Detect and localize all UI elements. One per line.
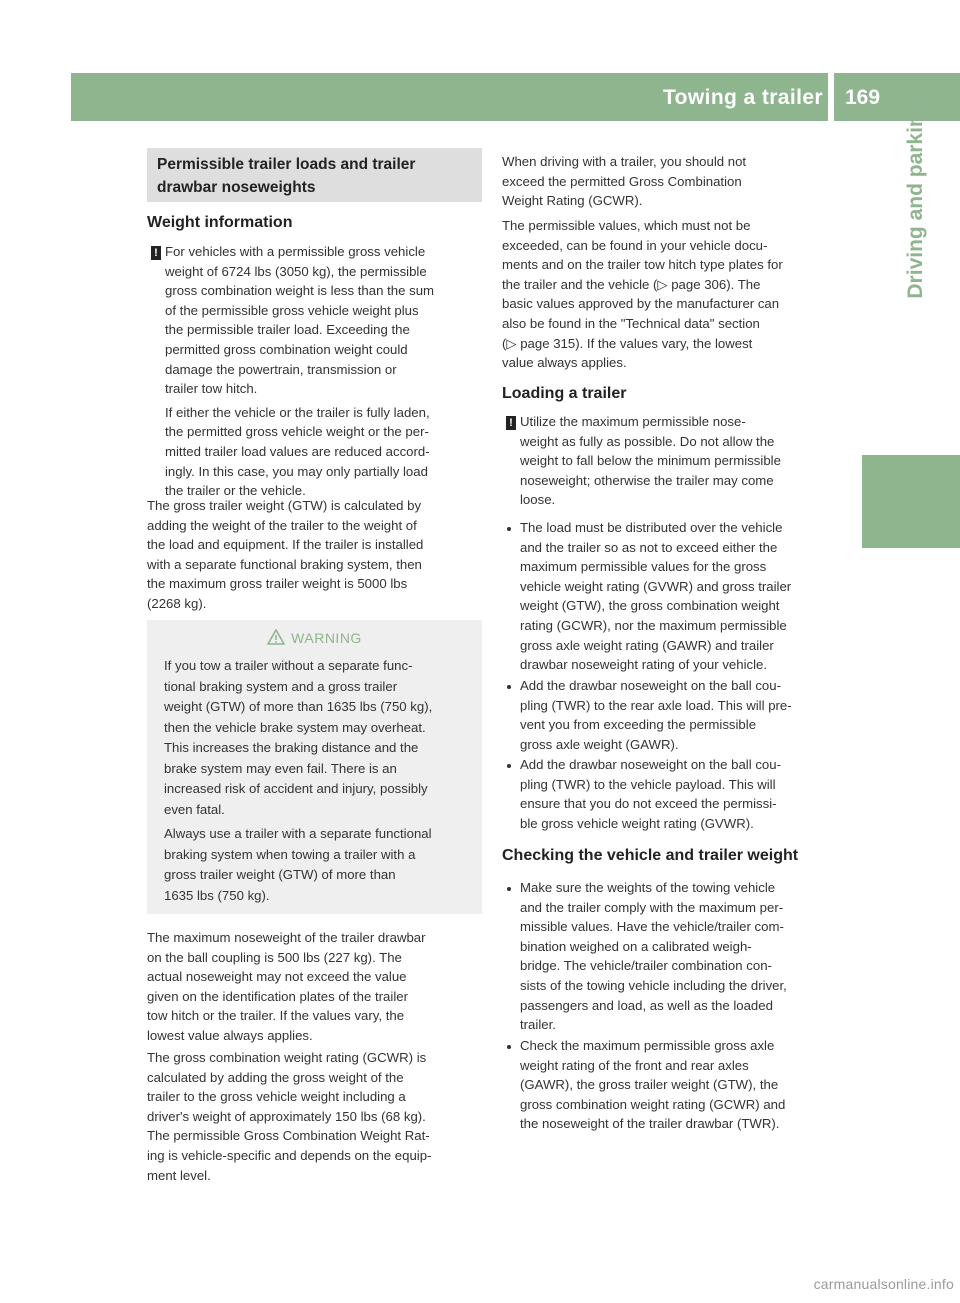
text-line: passengers and load, as well as the loaded bbox=[520, 997, 773, 1013]
text-line: The load must be distributed over the vehicle bbox=[520, 520, 783, 535]
text-line: on the ball coupling is 500 lbs (227 kg). The bbox=[147, 949, 402, 965]
text-line: Make sure the weights of the towing vehicle bbox=[520, 880, 776, 895]
text-line: When driving with a trailer, you should not bbox=[502, 154, 747, 169]
chapter-title: Towing a trailer bbox=[662, 86, 823, 109]
text-line: missible values. Have the vehicle/trailer com- bbox=[520, 919, 784, 935]
text-line: Weight Rating (GCWR). bbox=[502, 193, 643, 209]
text-line: the trailer or the vehicle. bbox=[165, 483, 306, 499]
note-exclamation-icon: ! bbox=[506, 416, 516, 430]
text-line: ment level. bbox=[147, 1167, 211, 1183]
section-title: Permissible trailer loads and trailer drawbar noseweights bbox=[157, 156, 416, 196]
text-line: Add the drawbar noseweight on the ball cou- bbox=[520, 757, 781, 772]
text-line: the permitted gross vehicle weight or the per- bbox=[165, 424, 429, 440]
text-line: vent you from exceeding the permissible bbox=[520, 717, 757, 733]
text-line: then the vehicle brake system may overheat. bbox=[164, 719, 426, 735]
text-line: tow hitch or the trailer. If the values vary, the bbox=[147, 1008, 405, 1024]
bullet-dot bbox=[507, 764, 511, 768]
side-section-label: Driving and parking bbox=[904, 101, 927, 299]
warning-label: WARNING bbox=[291, 630, 362, 646]
text-line: ble gross vehicle weight rating (GVWR). bbox=[520, 815, 754, 831]
text-line: maximum permissible values for the gross bbox=[520, 559, 767, 575]
loading-note bbox=[520, 412, 838, 510]
text-line: 1635 lbs (750 kg). bbox=[164, 887, 270, 903]
warning-text bbox=[164, 656, 479, 906]
text-line: rating (GCWR), nor the maximum permissible bbox=[520, 617, 787, 633]
text-line: weight rating of the front and rear axles bbox=[520, 1057, 749, 1073]
text-line: Utilize the maximum permissible nose- bbox=[520, 414, 746, 429]
text-line: brake system may even fail. There is an bbox=[164, 760, 397, 776]
text-line: pling (TWR) to the vehicle payload. This will bbox=[520, 776, 776, 792]
text-line: gross combination weight is less than the sum bbox=[165, 283, 435, 299]
text-line: of the permissible gross vehicle weight plus bbox=[165, 302, 419, 318]
text-line: The maximum noseweight of the trailer drawbar bbox=[147, 930, 426, 945]
loading-bullet-item bbox=[520, 676, 838, 754]
page-number: 169 bbox=[844, 86, 881, 109]
text-line: the maximum gross trailer weight is 5000 lbs bbox=[147, 576, 408, 592]
text-line: adding the weight of the trailer to the weight of bbox=[147, 517, 417, 533]
loading-bullet-item bbox=[520, 518, 838, 675]
text-line: basic values approved by the manufacturer can bbox=[502, 296, 780, 312]
text-line: This increases the braking distance and the bbox=[164, 740, 419, 755]
text-line: The gross trailer weight (GTW) is calculated by bbox=[147, 498, 422, 513]
text-line: weight of 6724 lbs (3050 kg), the permissible bbox=[165, 263, 427, 279]
text-line: ments and on the trailer tow hitch type plates for bbox=[502, 257, 783, 273]
text-line: weight as fully as possible. Do not allow the bbox=[520, 433, 775, 449]
text-line: with a separate functional braking system, then bbox=[147, 556, 422, 572]
text-line: Add the drawbar noseweight on the ball cou- bbox=[520, 678, 781, 693]
gcwr-intro-paragraph bbox=[502, 152, 837, 211]
checking-heading: Checking the vehicle and trailer weight bbox=[502, 847, 799, 864]
text-line: trailer tow hitch. bbox=[165, 381, 258, 397]
text-line: The permissible Gross Combination Weight Rat- bbox=[147, 1128, 430, 1144]
text-line: ingly. In this case, you may only partially load bbox=[165, 463, 428, 479]
text-line: (▷ page 315). If the values vary, the lowest bbox=[502, 335, 753, 351]
text-line: The permissible values, which must not be bbox=[502, 218, 751, 233]
permissible-values-paragraph bbox=[502, 216, 837, 373]
text-line: If either the vehicle or the trailer is fully laden, bbox=[165, 404, 430, 420]
text-line: gross combination weight rating (GCWR) and bbox=[520, 1096, 786, 1112]
text-line: gross axle weight (GAWR). bbox=[520, 736, 679, 752]
text-line: loose. bbox=[520, 492, 556, 508]
text-line: pling (TWR) to the rear axle load. This will pre- bbox=[520, 697, 792, 713]
text-line: the noseweight of the trailer drawbar (TWR). bbox=[520, 1116, 780, 1132]
text-line: weight to fall below the minimum permissible bbox=[520, 453, 781, 469]
warning-triangle-icon bbox=[267, 629, 285, 645]
text-line: damage the powertrain, transmission or bbox=[165, 361, 397, 377]
checking-bullet-item bbox=[520, 878, 838, 1035]
text-line: mitted trailer load values are reduced accord- bbox=[165, 443, 430, 459]
text-line: For vehicles with a permissible gross vehicle bbox=[165, 244, 426, 259]
text-line: drawbar noseweight rating of your vehicle. bbox=[520, 657, 768, 673]
text-line: trailer to the gross vehicle weight including a bbox=[147, 1089, 406, 1105]
text-line: bination weighed on a calibrated weigh- bbox=[520, 938, 752, 954]
text-line: given on the identification plates of the trailer bbox=[147, 988, 408, 1004]
text-line: braking system when towing a trailer with a bbox=[164, 846, 416, 862]
text-line: bridge. The vehicle/trailer combination con- bbox=[520, 958, 772, 974]
text-line: even fatal. bbox=[164, 801, 225, 817]
text-line: the permissible trailer load. Exceeding the bbox=[165, 322, 410, 338]
text-line: gross axle weight rating (GAWR) and trailer bbox=[520, 637, 774, 653]
text-line: calculated by adding the gross weight of the bbox=[147, 1069, 404, 1085]
text-line: gross trailer weight (GTW) of more than bbox=[164, 867, 396, 882]
text-line: Always use a trailer with a separate functional bbox=[164, 826, 432, 841]
bullet-dot bbox=[507, 685, 511, 689]
text-line: The gross combination weight rating (GCWR) is bbox=[147, 1050, 427, 1065]
text-line: actual noseweight may not exceed the value bbox=[147, 969, 407, 985]
weight-info-heading: Weight information bbox=[147, 214, 293, 231]
text-line: exceed the permitted Gross Combination bbox=[502, 173, 742, 189]
text-line: also be found in the "Technical data" section bbox=[502, 315, 760, 331]
text-line: driver's weight of approximately 150 lbs (68 kg). bbox=[147, 1108, 426, 1124]
loading-bullet-item bbox=[520, 755, 838, 833]
footer-watermark: carmanualsonline.info bbox=[813, 1276, 954, 1292]
text-line: increased risk of accident and injury, possibly bbox=[164, 781, 428, 796]
warning-heading bbox=[147, 628, 482, 648]
text-line: If you tow a trailer without a separate func- bbox=[164, 658, 413, 673]
text-line: lowest value always applies. bbox=[147, 1027, 313, 1043]
bullet-dot bbox=[507, 887, 511, 891]
note-exclamation-icon: ! bbox=[151, 246, 161, 260]
text-line: weight (GTW) of more than 1635 lbs (750 kg), bbox=[164, 699, 433, 714]
gcwr-paragraph bbox=[147, 1048, 485, 1185]
bullet-dot bbox=[507, 527, 511, 531]
text-line: exceeded, can be found in your vehicle docu- bbox=[502, 237, 768, 253]
warning-box bbox=[147, 620, 482, 914]
text-line: sists of the towing vehicle including the driver, bbox=[520, 977, 787, 993]
text-line: trailer. bbox=[520, 1017, 556, 1033]
text-line: tional braking system and a gross trailer bbox=[164, 678, 398, 694]
noseweight-paragraph bbox=[147, 928, 485, 1046]
text-line: permitted gross combination weight could bbox=[165, 341, 408, 357]
text-line: (GAWR), the gross trailer weight (GTW), the bbox=[520, 1077, 779, 1093]
note-weight-limits bbox=[165, 242, 485, 501]
text-line: the trailer and the vehicle (▷ page 306). The bbox=[502, 276, 761, 292]
text-line: the load and equipment. If the trailer is installed bbox=[147, 537, 424, 553]
bullet-dot bbox=[507, 1045, 511, 1049]
text-line: noseweight; otherwise the trailer may come bbox=[520, 472, 774, 488]
loading-heading: Loading a trailer bbox=[502, 385, 627, 402]
header-bar bbox=[71, 73, 828, 121]
side-tab-marker bbox=[862, 455, 960, 548]
text-line: weight (GTW), the gross combination weight bbox=[520, 598, 780, 614]
gtw-paragraph bbox=[147, 496, 485, 614]
text-line: ing is vehicle-specific and depends on the equip- bbox=[147, 1147, 432, 1163]
text-line: and the trailer comply with the maximum per- bbox=[520, 899, 784, 915]
text-line: value always applies. bbox=[502, 355, 627, 371]
text-line: vehicle weight rating (GVWR) and gross trailer bbox=[520, 578, 792, 594]
text-line: and the trailer so as not to exceed either the bbox=[520, 539, 778, 555]
checking-bullet-item bbox=[520, 1036, 838, 1134]
text-line: (2268 kg). bbox=[147, 595, 207, 611]
text-line: ensure that you do not exceed the permissi- bbox=[520, 796, 777, 812]
text-line: Check the maximum permissible gross axle bbox=[520, 1038, 775, 1053]
